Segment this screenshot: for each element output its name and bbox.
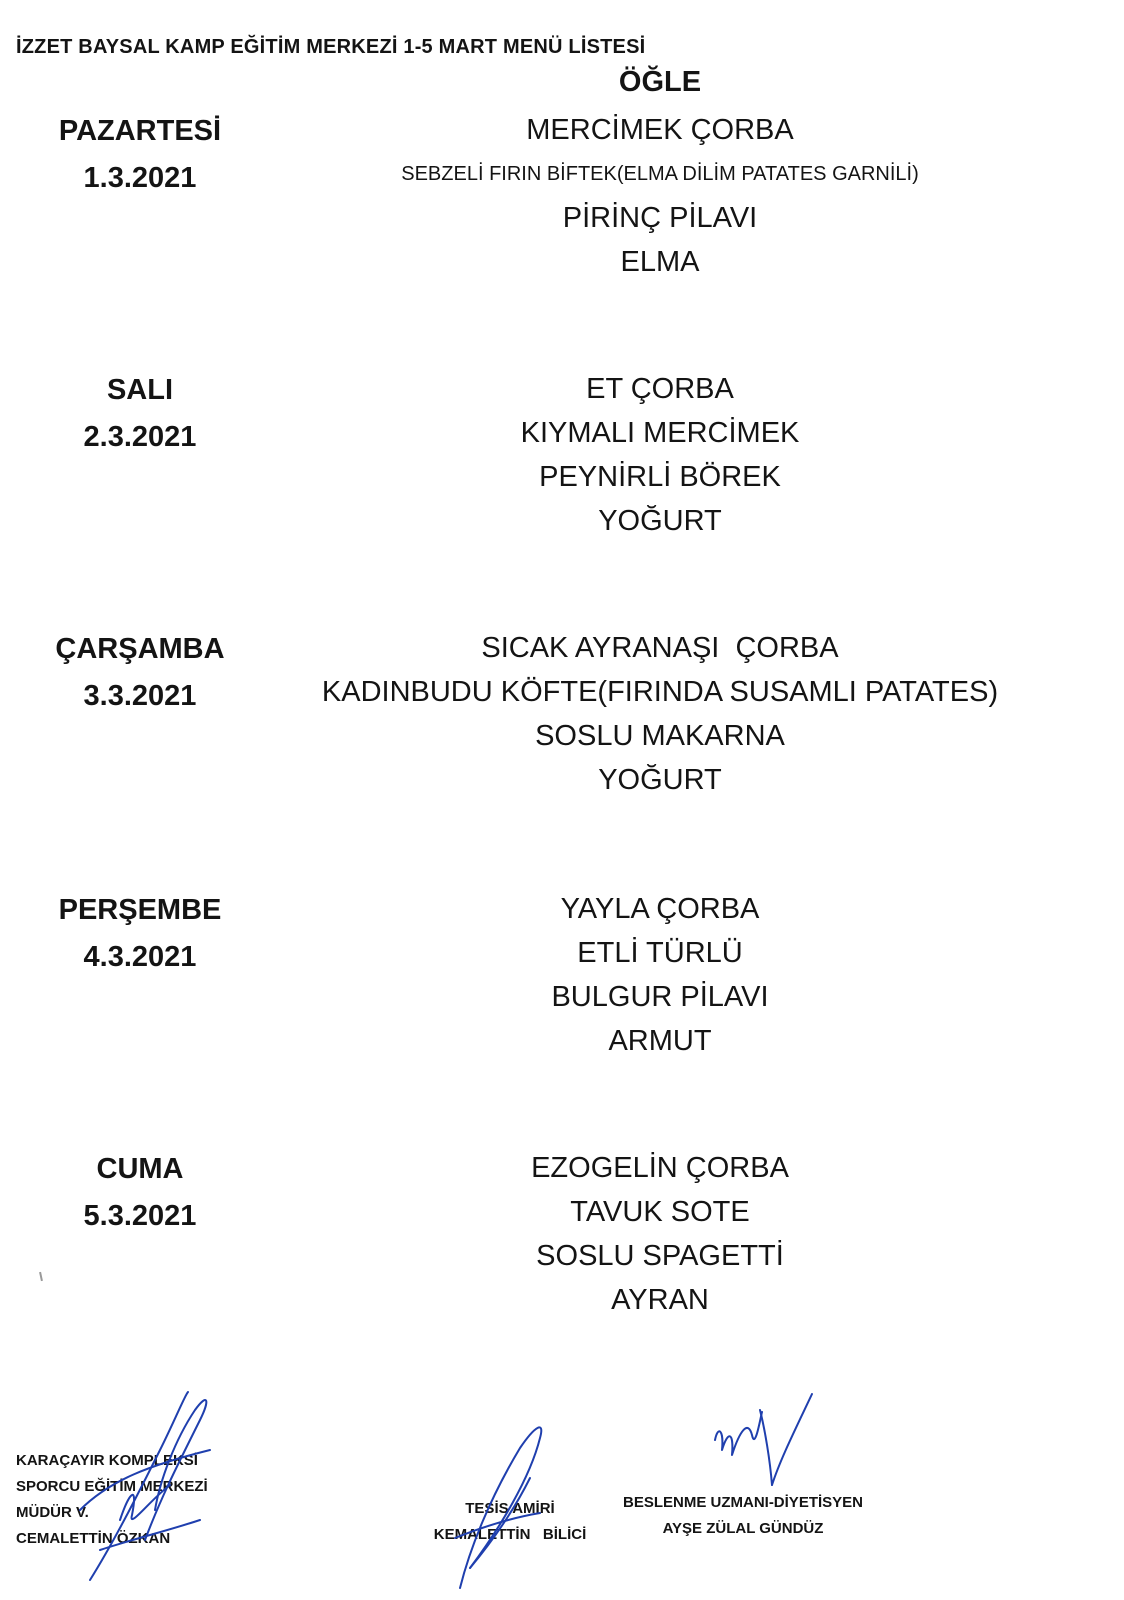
scan-speck (39, 1272, 43, 1281)
menu-item: YOĞURT (598, 505, 722, 537)
signatory-line: KEMALETTİN BİLİCİ (433, 1526, 587, 1543)
menu-item: ETLİ TÜRLÜ (577, 937, 743, 969)
signature-dietitian (700, 1390, 820, 1490)
menu-item: KADINBUDU KÖFTE(FIRINDA SUSAMLI PATATES) (321, 676, 999, 708)
day-date: 5.3.2021 (83, 1200, 197, 1232)
signatory-line: MÜDÜR V. (16, 1504, 89, 1521)
signature-facility-manager (440, 1418, 560, 1593)
menu-item: ELMA (620, 246, 700, 278)
signatory-line: CEMALETTİN ÖZKAN (16, 1530, 171, 1547)
menu-items (280, 1146, 1040, 1322)
menu-item: YAYLA ÇORBA (560, 893, 760, 925)
signatory-line: SPORCU EĞİTİM MERKEZİ (16, 1478, 208, 1495)
menu-item: YOĞURT (598, 764, 722, 796)
menu-item: SICAK AYRANAŞI ÇORBA (481, 632, 839, 664)
signatory-line: KARAÇAYIR KOMPLEKSİ (16, 1452, 198, 1469)
menu-item: MERCİMEK ÇORBA (526, 114, 794, 146)
signatory-dietitian (608, 1490, 878, 1542)
menu-items (280, 626, 1040, 802)
menu-item: KIYMALI MERCİMEK (520, 417, 800, 449)
menu-items (280, 367, 1040, 543)
menu-item: AYRAN (611, 1284, 709, 1316)
meal-heading: ÖĞLE (618, 66, 702, 98)
day-label-group (40, 1146, 240, 1240)
menu-item: PİRİNÇ PİLAVI (562, 202, 758, 234)
day-name: PAZARTESİ (58, 115, 222, 147)
menu-item: SEBZELİ FIRIN BİFTEK(ELMA DİLİM PATATES GARNİLİ) (401, 163, 919, 185)
day-label-group (40, 108, 240, 202)
menu-items (280, 108, 1040, 284)
signatory-line: TESİS AMİRİ (465, 1500, 555, 1517)
document-title: İZZET BAYSAL KAMP EĞİTİM MERKEZİ 1-5 MART MENÜ LİSTESİ (16, 36, 646, 58)
menu-item: SOSLU SPAGETTİ (536, 1240, 784, 1272)
menu-item: EZOGELİN ÇORBA (531, 1152, 789, 1184)
day-name: ÇARŞAMBA (55, 633, 225, 665)
day-name: CUMA (96, 1153, 184, 1185)
day-date: 3.3.2021 (83, 680, 197, 712)
menu-items (280, 887, 1040, 1063)
menu-item: PEYNİRLİ BÖREK (539, 461, 781, 493)
day-label-group (40, 626, 240, 720)
day-date: 2.3.2021 (83, 421, 197, 453)
menu-item: BULGUR PİLAVI (551, 981, 769, 1013)
day-label-group (40, 887, 240, 981)
day-date: 1.3.2021 (83, 162, 197, 194)
menu-item: SOSLU MAKARNA (535, 720, 785, 752)
menu-item: ET ÇORBA (586, 373, 734, 405)
day-name: PERŞEMBE (58, 894, 222, 926)
day-name: SALI (106, 374, 174, 406)
day-label-group (40, 367, 240, 461)
menu-item: TAVUK SOTE (570, 1196, 750, 1228)
signatory-line: AYŞE ZÜLAL GÜNDÜZ (662, 1520, 824, 1537)
signatory-line: BESLENME UZMANI-DİYETİSYEN (622, 1494, 863, 1511)
day-date: 4.3.2021 (83, 941, 197, 973)
menu-item: ARMUT (608, 1025, 712, 1057)
signature-director (60, 1390, 230, 1590)
